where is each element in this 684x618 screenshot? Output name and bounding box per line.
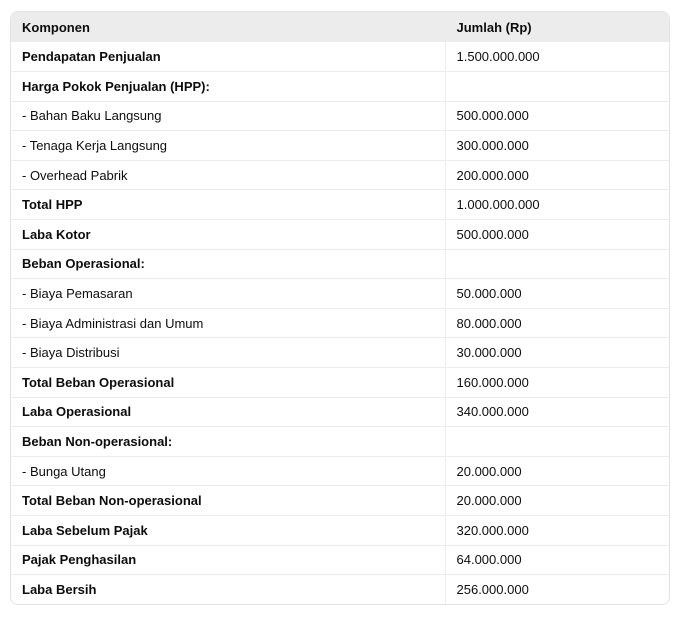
table-row [11, 131, 670, 161]
table-row [11, 279, 670, 309]
row-value [445, 72, 670, 102]
row-label: - Overhead Pabrik [11, 160, 445, 190]
row-value: 160.000.000 [445, 368, 670, 398]
header-komponen: Komponen [11, 12, 445, 42]
table-row [11, 545, 670, 575]
row-value: 500.000.000 [445, 101, 670, 131]
income-statement-table [11, 12, 670, 604]
row-value: 64.000.000 [445, 545, 670, 575]
income-statement-table-container [10, 11, 670, 605]
table-row [11, 101, 670, 131]
row-label: Pajak Penghasilan [11, 545, 445, 575]
row-value: 1.000.000.000 [445, 190, 670, 220]
row-label: Total HPP [11, 190, 445, 220]
row-label: Laba Operasional [11, 397, 445, 427]
table-row [11, 220, 670, 250]
table-row [11, 427, 670, 457]
row-value: 80.000.000 [445, 308, 670, 338]
row-value: 1.500.000.000 [456, 49, 540, 65]
table-row [11, 72, 670, 102]
row-value: 50.000.000 [445, 279, 670, 309]
row-label: Laba Bersih [11, 575, 445, 605]
row-label: - Biaya Administrasi dan Umum [11, 308, 445, 338]
header-row [11, 12, 670, 42]
row-label: Laba Sebelum Pajak [11, 516, 445, 546]
table-row [11, 575, 670, 605]
table-row [11, 190, 670, 220]
row-value: 500.000.000 [445, 220, 670, 250]
row-value [445, 427, 670, 457]
row-value: 20.000.000 [445, 486, 670, 516]
table-body [11, 42, 670, 604]
row-label: - Tenaga Kerja Langsung [11, 131, 445, 161]
row-label: Laba Kotor [11, 220, 445, 250]
table-header [11, 12, 670, 42]
row-label: - Bunga Utang [11, 456, 445, 486]
row-value: 320.000.000 [445, 516, 670, 546]
table-row [11, 397, 670, 427]
table-row [11, 249, 670, 279]
row-label: - Bahan Baku Langsung [11, 101, 445, 131]
row-value: 20.000.000 [445, 456, 670, 486]
row-label: - Biaya Pemasaran [11, 279, 445, 309]
row-label: Beban Non-operasional: [11, 427, 445, 457]
row-label: Beban Operasional: [11, 249, 445, 279]
table-row [11, 160, 670, 190]
row-label: Harga Pokok Penjualan (HPP): [11, 72, 445, 102]
table-row [11, 308, 670, 338]
table-row [11, 338, 670, 368]
row-label: Pendapatan Penjualan [11, 42, 445, 72]
row-value: 200.000.000 [445, 160, 670, 190]
row-value: 30.000.000 [445, 338, 670, 368]
header-jumlah: Jumlah (Rp) [445, 12, 670, 42]
row-label: Total Beban Operasional [11, 368, 445, 398]
row-value: 300.000.000 [445, 131, 670, 161]
table-row [11, 516, 670, 546]
table-row [11, 368, 670, 398]
table-row [11, 42, 670, 72]
row-value [445, 249, 670, 279]
table-row [11, 456, 670, 486]
row-value: 256.000.000 [445, 575, 670, 605]
row-label: - Biaya Distribusi [11, 338, 445, 368]
row-value: 340.000.000 [445, 397, 670, 427]
table-row [11, 486, 670, 516]
row-label: Total Beban Non-operasional [11, 486, 445, 516]
